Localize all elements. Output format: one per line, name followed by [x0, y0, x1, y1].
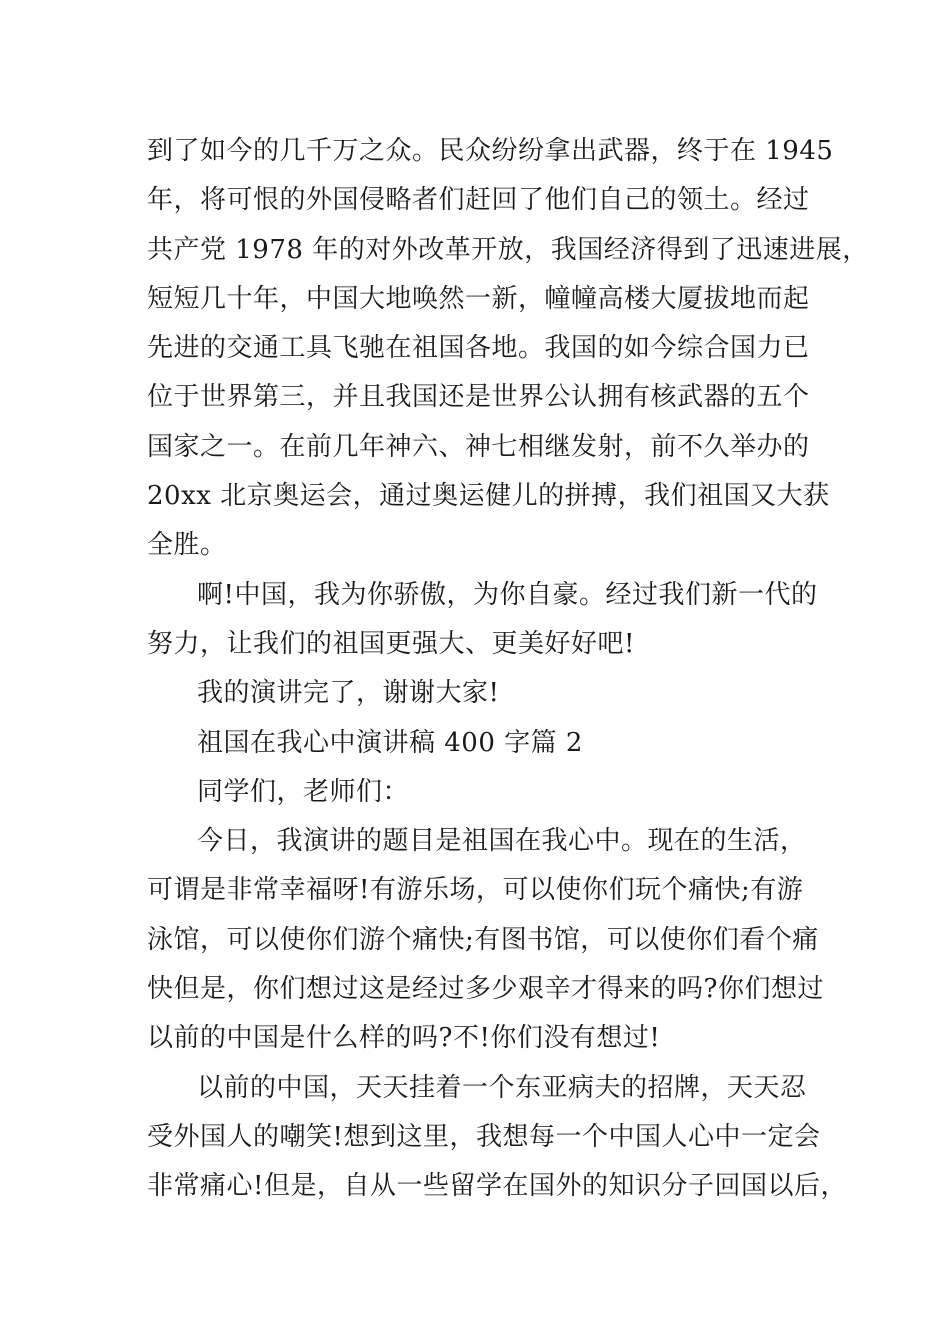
text-line: 泳馆，可以使你们游个痛快;有图书馆，可以使你们看个痛	[147, 924, 819, 955]
text-line: 短短几十年，中国大地唤然一新，幢幢高楼大厦拔地而起	[147, 283, 810, 314]
text-line: 可谓是非常幸福呀!有游乐场，可以使你们玩个痛快;有游	[147, 875, 804, 906]
text-line: 全胜。	[147, 530, 227, 561]
text-line: 国家之一。在前几年神六、神七相继发射，前不久举办的	[147, 431, 810, 462]
text-line: 受外国人的嘲笑!想到这里，我想每一个中国人心中一定会	[147, 1121, 821, 1152]
text-line: 年，将可恨的外国侵略者们赶回了他们自己的领土。经过	[147, 185, 810, 216]
text-line: 努力，让我们的祖国更强大、更美好好吧!	[147, 628, 635, 659]
paragraph-start-line: 啊!中国，我为你骄傲，为你自豪。经过我们新一代的	[197, 579, 818, 610]
paragraph-start-line: 我的演讲完了，谢谢大家!	[197, 678, 500, 709]
text-line: 非常痛心!但是，自从一些留学在国外的知识分子回国以后，	[147, 1171, 847, 1202]
salutation-line: 同学们，老师们：	[197, 776, 410, 807]
paragraph-start-line: 以前的中国，天天挂着一个东亚病夫的招牌，天天忍	[197, 1072, 807, 1103]
text-line: 以前的中国是什么样的吗?不!你们没有想过!	[147, 1023, 661, 1054]
section-heading: 祖国在我心中演讲稿 400 字篇 2	[197, 727, 583, 758]
document-body	[147, 127, 869, 1212]
text-line: 位于世界第三，并且我国还是世界公认拥有核武器的五个	[147, 382, 810, 413]
text-line: 快但是，你们想过这是经过多少艰辛才得来的吗?你们想过	[147, 974, 824, 1005]
text-line: 先进的交通工具飞驰在祖国各地。我国的如今综合国力已	[147, 333, 810, 364]
text-line: 20xx 北京奥运会，通过奥运健儿的拼搏，我们祖国又大获	[147, 481, 830, 512]
text-line: 到了如今的几千万之众。民众纷纷拿出武器，终于在 1945	[147, 136, 834, 166]
paragraph-start-line: 今日，我演讲的题目是祖国在我心中。现在的生活，	[197, 826, 807, 857]
text-line: 共产党 1978 年的对外改革开放，我国经济得到了迅速进展，	[147, 234, 869, 265]
